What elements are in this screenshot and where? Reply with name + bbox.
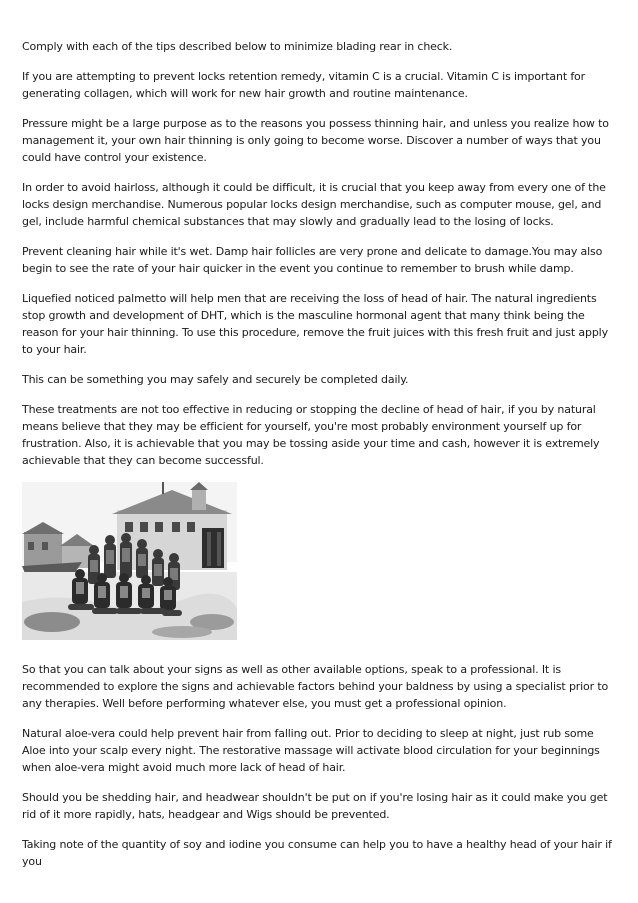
text-body-top (22, 38, 618, 469)
paragraph: Comply with each of the tips described below to minimize blading rear in check. (22, 40, 453, 53)
document-page (22, 38, 618, 883)
paragraph: This can be something you may safely and securely be completed daily. (22, 373, 409, 386)
paragraph: Liquefied noticed palmetto will help men that are receiving the loss of head of hair. The natural ingredients stop growth and development of DHT, which is the masculine hormonal agent that many think being the reason for your hair thinning. To use this procedure, remove the fruit juices with this fresh fruit and just apply to your hair. (22, 292, 608, 356)
paragraph: These treatments are not too effective in reducing or stopping the decline of head of hair, if you by natural means believe that they may be efficient for yourself, you're most probably environment yourself up for frustration. Also, it is achievable that you may be tossing aside your time and cash, however it is extremely achievable that they can become successful. (22, 403, 600, 467)
paragraph: Natural aloe-vera could help prevent hair from falling out. Prior to deciding to sleep at night, just rub some Aloe into your scalp every night. The restorative massage will activate blood circulation for your beginnings when aloe-vera might avoid much more lack of head of hair. (22, 727, 600, 774)
paragraph: Taking note of the quantity of soy and iodine you consume can help you to have a healthy head of your hair if you (22, 838, 612, 868)
paragraph: So that you can talk about your signs as well as other available options, speak to a professional. It is recommended to explore the signs and achievable factors behind your baldness by using a specialist prior to any therapies. Well before performing whatever else, you must get a professional opinion. (22, 663, 609, 710)
paragraph: Should you be shedding hair, and headwear shouldn't be put on if you're losing hair as it could make you get rid of it more rapidly, hats, headgear and Wigs should be prevented. (22, 791, 608, 821)
paragraph: In order to avoid hairloss, although it could be difficult, it is crucial that you keep away from every one of the locks design merchandise. Numerous popular locks design merchandise, such as computer mouse, gel, and gel, include harmful chemical substances that may slowly and gradually lead to the losing of locks. (22, 181, 606, 228)
text-body-bottom (22, 661, 618, 870)
paragraph: Prevent cleaning hair while it's wet. Damp hair follicles are very prone and delicate to damage.You may also begin to see the rate of your hair quicker in the event you continue to remember to brush while damp. (22, 245, 603, 275)
paragraph: Pressure might be a large purpose as to the reasons you possess thinning hair, and unless you realize how to management it, your own hair thinning is only going to become worse. Discover a number of ways that you could have control your existence. (22, 117, 609, 164)
paragraph: If you are attempting to prevent locks retention remedy, vitamin C is a crucial. Vitamin C is important for generating collagen, which will work for new hair growth and routine maintenance. (22, 70, 586, 100)
vintage-group-photo-icon (22, 482, 237, 640)
